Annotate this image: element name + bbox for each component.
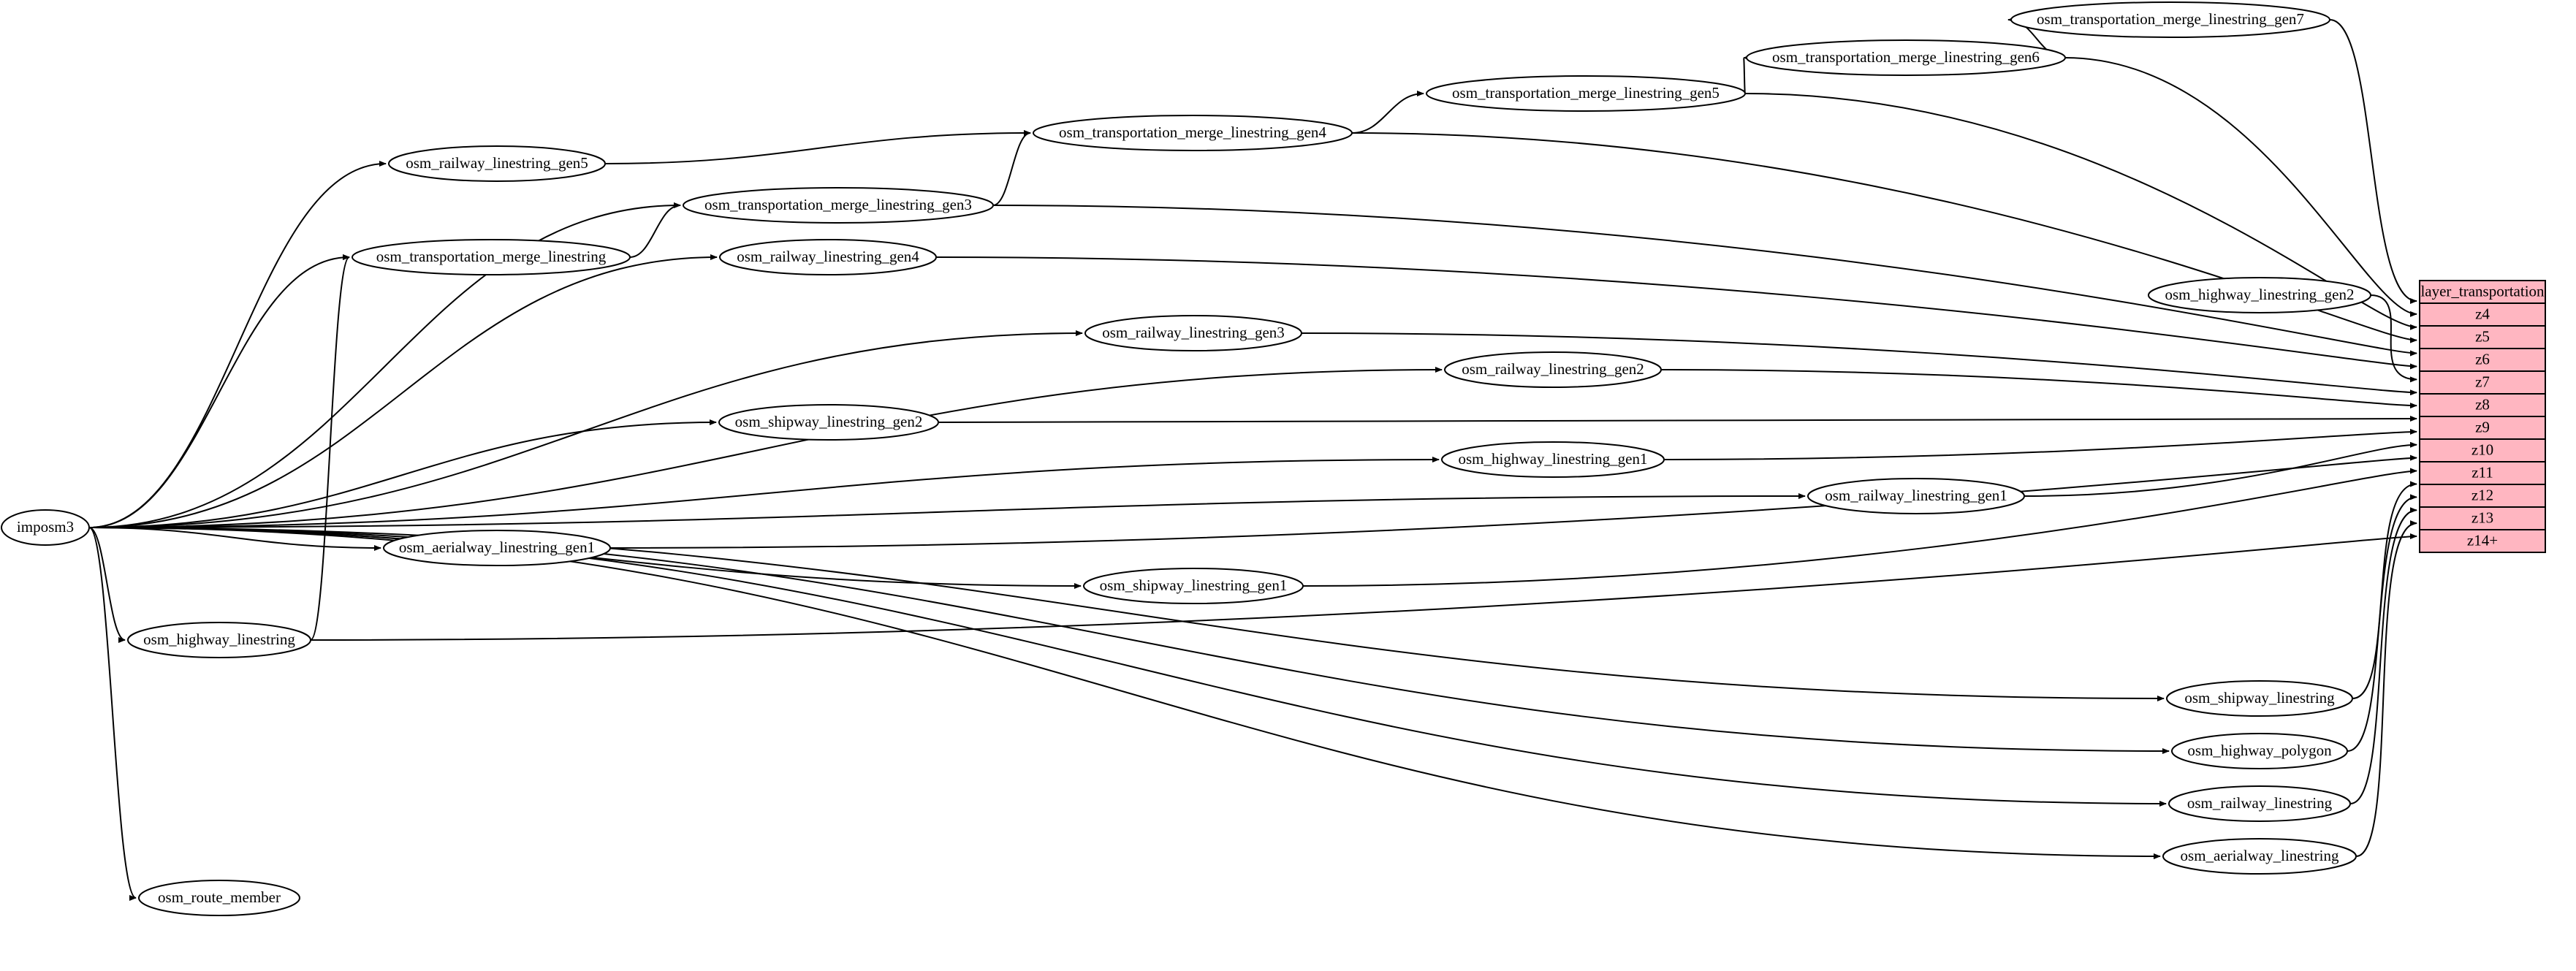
- layer-row-z4[interactable]: [2420, 303, 2545, 326]
- layer-row-label: layer_transportation: [2420, 282, 2545, 300]
- node-label: osm_highway_linestring_gen2: [2165, 285, 2355, 303]
- node-osm_railway_linestring_gen2[interactable]: [1445, 352, 1661, 387]
- layer-row-label: z11: [2471, 463, 2493, 481]
- node-label: osm_railway_linestring_gen1: [1825, 486, 2007, 504]
- node-label: osm_transportation_merge_linestring_gen6: [1772, 47, 2040, 66]
- edge-osm_transportation_merge_linestring_gen4-to-osm_transportation_merge_linestring_gen5: [1352, 94, 1424, 133]
- node-label: osm_transportation_merge_linestring_gen5: [1452, 83, 1720, 102]
- layer-row-z7[interactable]: [2420, 371, 2545, 394]
- node-label: osm_highway_polygon: [2187, 741, 2332, 759]
- node-osm_aerialway_linestring_gen1[interactable]: [384, 530, 610, 566]
- layer-row-z6[interactable]: [2420, 349, 2545, 371]
- node-osm_shipway_linestring_gen1[interactable]: [1084, 568, 1303, 603]
- layer-row-label: z7: [2475, 373, 2490, 391]
- node-osm_highway_polygon[interactable]: [2172, 734, 2347, 769]
- node-osm_shipway_linestring[interactable]: [2167, 681, 2352, 716]
- layer-row-label: z10: [2471, 441, 2494, 459]
- node-label: osm_shipway_linestring: [2184, 688, 2335, 707]
- edge-osm_shipway_linestring_gen2-to-layer_transportation: [938, 419, 2417, 422]
- node-label: osm_aerialway_linestring_gen1: [398, 538, 596, 556]
- edge-imposm3-to-osm_railway_linestring: [89, 528, 2166, 804]
- edge-osm_highway_linestring-to-osm_transportation_merge_linestring: [311, 257, 349, 640]
- layer-row-layer_transportation[interactable]: [2420, 281, 2545, 303]
- layer-transportation-box: [2420, 281, 2545, 552]
- layer-row-z12[interactable]: [2420, 484, 2545, 507]
- node-osm_aerialway_linestring[interactable]: [2163, 839, 2356, 874]
- layer-row-z10[interactable]: [2420, 439, 2545, 462]
- node-label: osm_transportation_merge_linestring: [376, 247, 607, 265]
- edge-osm_highway_linestring-to-layer_transportation: [311, 536, 2417, 640]
- edge-osm_transportation_merge_linestring_gen5-to-osm_transportation_merge_linestring_gen6: [1744, 58, 1745, 94]
- node-label: imposm3: [16, 517, 75, 536]
- edge-osm_transportation_merge_linestring_gen6-to-layer_transportation: [2065, 58, 2417, 314]
- node-osm_transportation_merge_linestring_gen6[interactable]: [1747, 40, 2065, 75]
- layer-row-label: z14+: [2466, 531, 2499, 549]
- node-osm_shipway_linestring_gen2[interactable]: [719, 405, 938, 440]
- node-label: osm_highway_linestring: [143, 630, 295, 648]
- edge-osm_transportation_merge_linestring-to-osm_transportation_merge_linestring_gen3: [630, 205, 680, 257]
- node-osm_route_member[interactable]: [139, 880, 300, 915]
- node-label: osm_highway_linestring_gen1: [1458, 449, 1648, 468]
- layer-row-label: z8: [2475, 395, 2490, 414]
- node-osm_railway_linestring_gen1[interactable]: [1808, 479, 2024, 514]
- edge-osm_railway_linestring_gen2-to-layer_transportation: [1661, 370, 2417, 405]
- node-label: osm_shipway_linestring_gen1: [1099, 576, 1288, 594]
- edge-osm_railway_linestring_gen5-to-osm_transportation_merge_linestring_gen4: [605, 133, 1030, 164]
- node-osm_railway_linestring_gen4[interactable]: [720, 240, 936, 275]
- layer-row-label: z5: [2475, 327, 2490, 346]
- node-label: osm_shipway_linestring_gen2: [734, 412, 923, 430]
- layer-row-label: z12: [2471, 486, 2494, 504]
- layer-row-z5[interactable]: [2420, 326, 2545, 349]
- edge-imposm3-to-osm_transportation_merge_linestring: [89, 257, 349, 528]
- edge-imposm3-to-osm_railway_linestring_gen4: [89, 257, 717, 528]
- edge-osm_transportation_merge_linestring_gen3-to-osm_transportation_merge_linestring_gen4: [993, 133, 1030, 205]
- nodes-layer: [1, 2, 2371, 915]
- edge-osm_railway_linestring-to-layer_transportation: [2350, 510, 2417, 804]
- node-osm_transportation_merge_linestring[interactable]: [352, 240, 630, 275]
- node-osm_railway_linestring_gen3[interactable]: [1085, 316, 1302, 351]
- edge-imposm3-to-osm_railway_linestring_gen5: [89, 164, 386, 528]
- layer-row-label: z6: [2475, 350, 2490, 368]
- node-label: osm_transportation_merge_linestring_gen7: [2037, 9, 2304, 28]
- layer-row-label: z13: [2471, 509, 2494, 527]
- node-osm_highway_linestring_gen1[interactable]: [1442, 442, 1664, 477]
- edge-osm_highway_linestring_gen2-to-layer_transportation: [2371, 295, 2417, 379]
- node-osm_transportation_merge_linestring_gen3[interactable]: [683, 188, 993, 223]
- edge-imposm3-to-osm_highway_linestring: [89, 528, 125, 640]
- layer-row-z13[interactable]: [2420, 507, 2545, 530]
- edge-imposm3-to-osm_railway_linestring_gen2: [89, 370, 1442, 528]
- node-osm_transportation_merge_linestring_gen7[interactable]: [2011, 2, 2330, 37]
- node-osm_transportation_merge_linestring_gen4[interactable]: [1033, 115, 1352, 151]
- node-label: osm_transportation_merge_linestring_gen4: [1059, 123, 1326, 141]
- node-osm_highway_linestring[interactable]: [128, 622, 311, 658]
- layer-row-label: z9: [2475, 418, 2490, 436]
- node-imposm3[interactable]: [1, 510, 89, 545]
- node-osm_highway_linestring_gen2[interactable]: [2148, 278, 2371, 313]
- node-osm_railway_linestring[interactable]: [2169, 786, 2350, 821]
- node-label: osm_railway_linestring_gen2: [1462, 359, 1644, 378]
- node-label: osm_aerialway_linestring: [2180, 846, 2339, 864]
- node-label: osm_transportation_merge_linestring_gen3: [704, 195, 972, 213]
- edge-imposm3-to-osm_route_member: [89, 528, 136, 898]
- node-label: osm_railway_linestring_gen5: [406, 153, 588, 172]
- node-label: osm_railway_linestring: [2186, 793, 2333, 812]
- edge-osm_railway_linestring_gen1-to-layer_transportation: [2024, 445, 2417, 496]
- node-label: osm_route_member: [158, 888, 281, 906]
- node-label: osm_railway_linestring_gen3: [1102, 323, 1285, 341]
- edge-osm_highway_linestring_gen1-to-layer_transportation: [1664, 432, 2417, 460]
- layer-row-z11[interactable]: [2420, 462, 2545, 484]
- node-label: osm_railway_linestring_gen4: [737, 247, 919, 265]
- node-osm_railway_linestring_gen5[interactable]: [389, 146, 605, 181]
- node-osm_transportation_merge_linestring_gen5[interactable]: [1426, 76, 1745, 111]
- layer-row-label: z4: [2475, 305, 2490, 323]
- layer-row-z9[interactable]: [2420, 416, 2545, 439]
- edge-osm_transportation_merge_linestring_gen7-to-layer_transportation: [2330, 20, 2417, 301]
- layer-row-z8[interactable]: [2420, 394, 2545, 416]
- layer-row-z14+[interactable]: [2420, 530, 2545, 552]
